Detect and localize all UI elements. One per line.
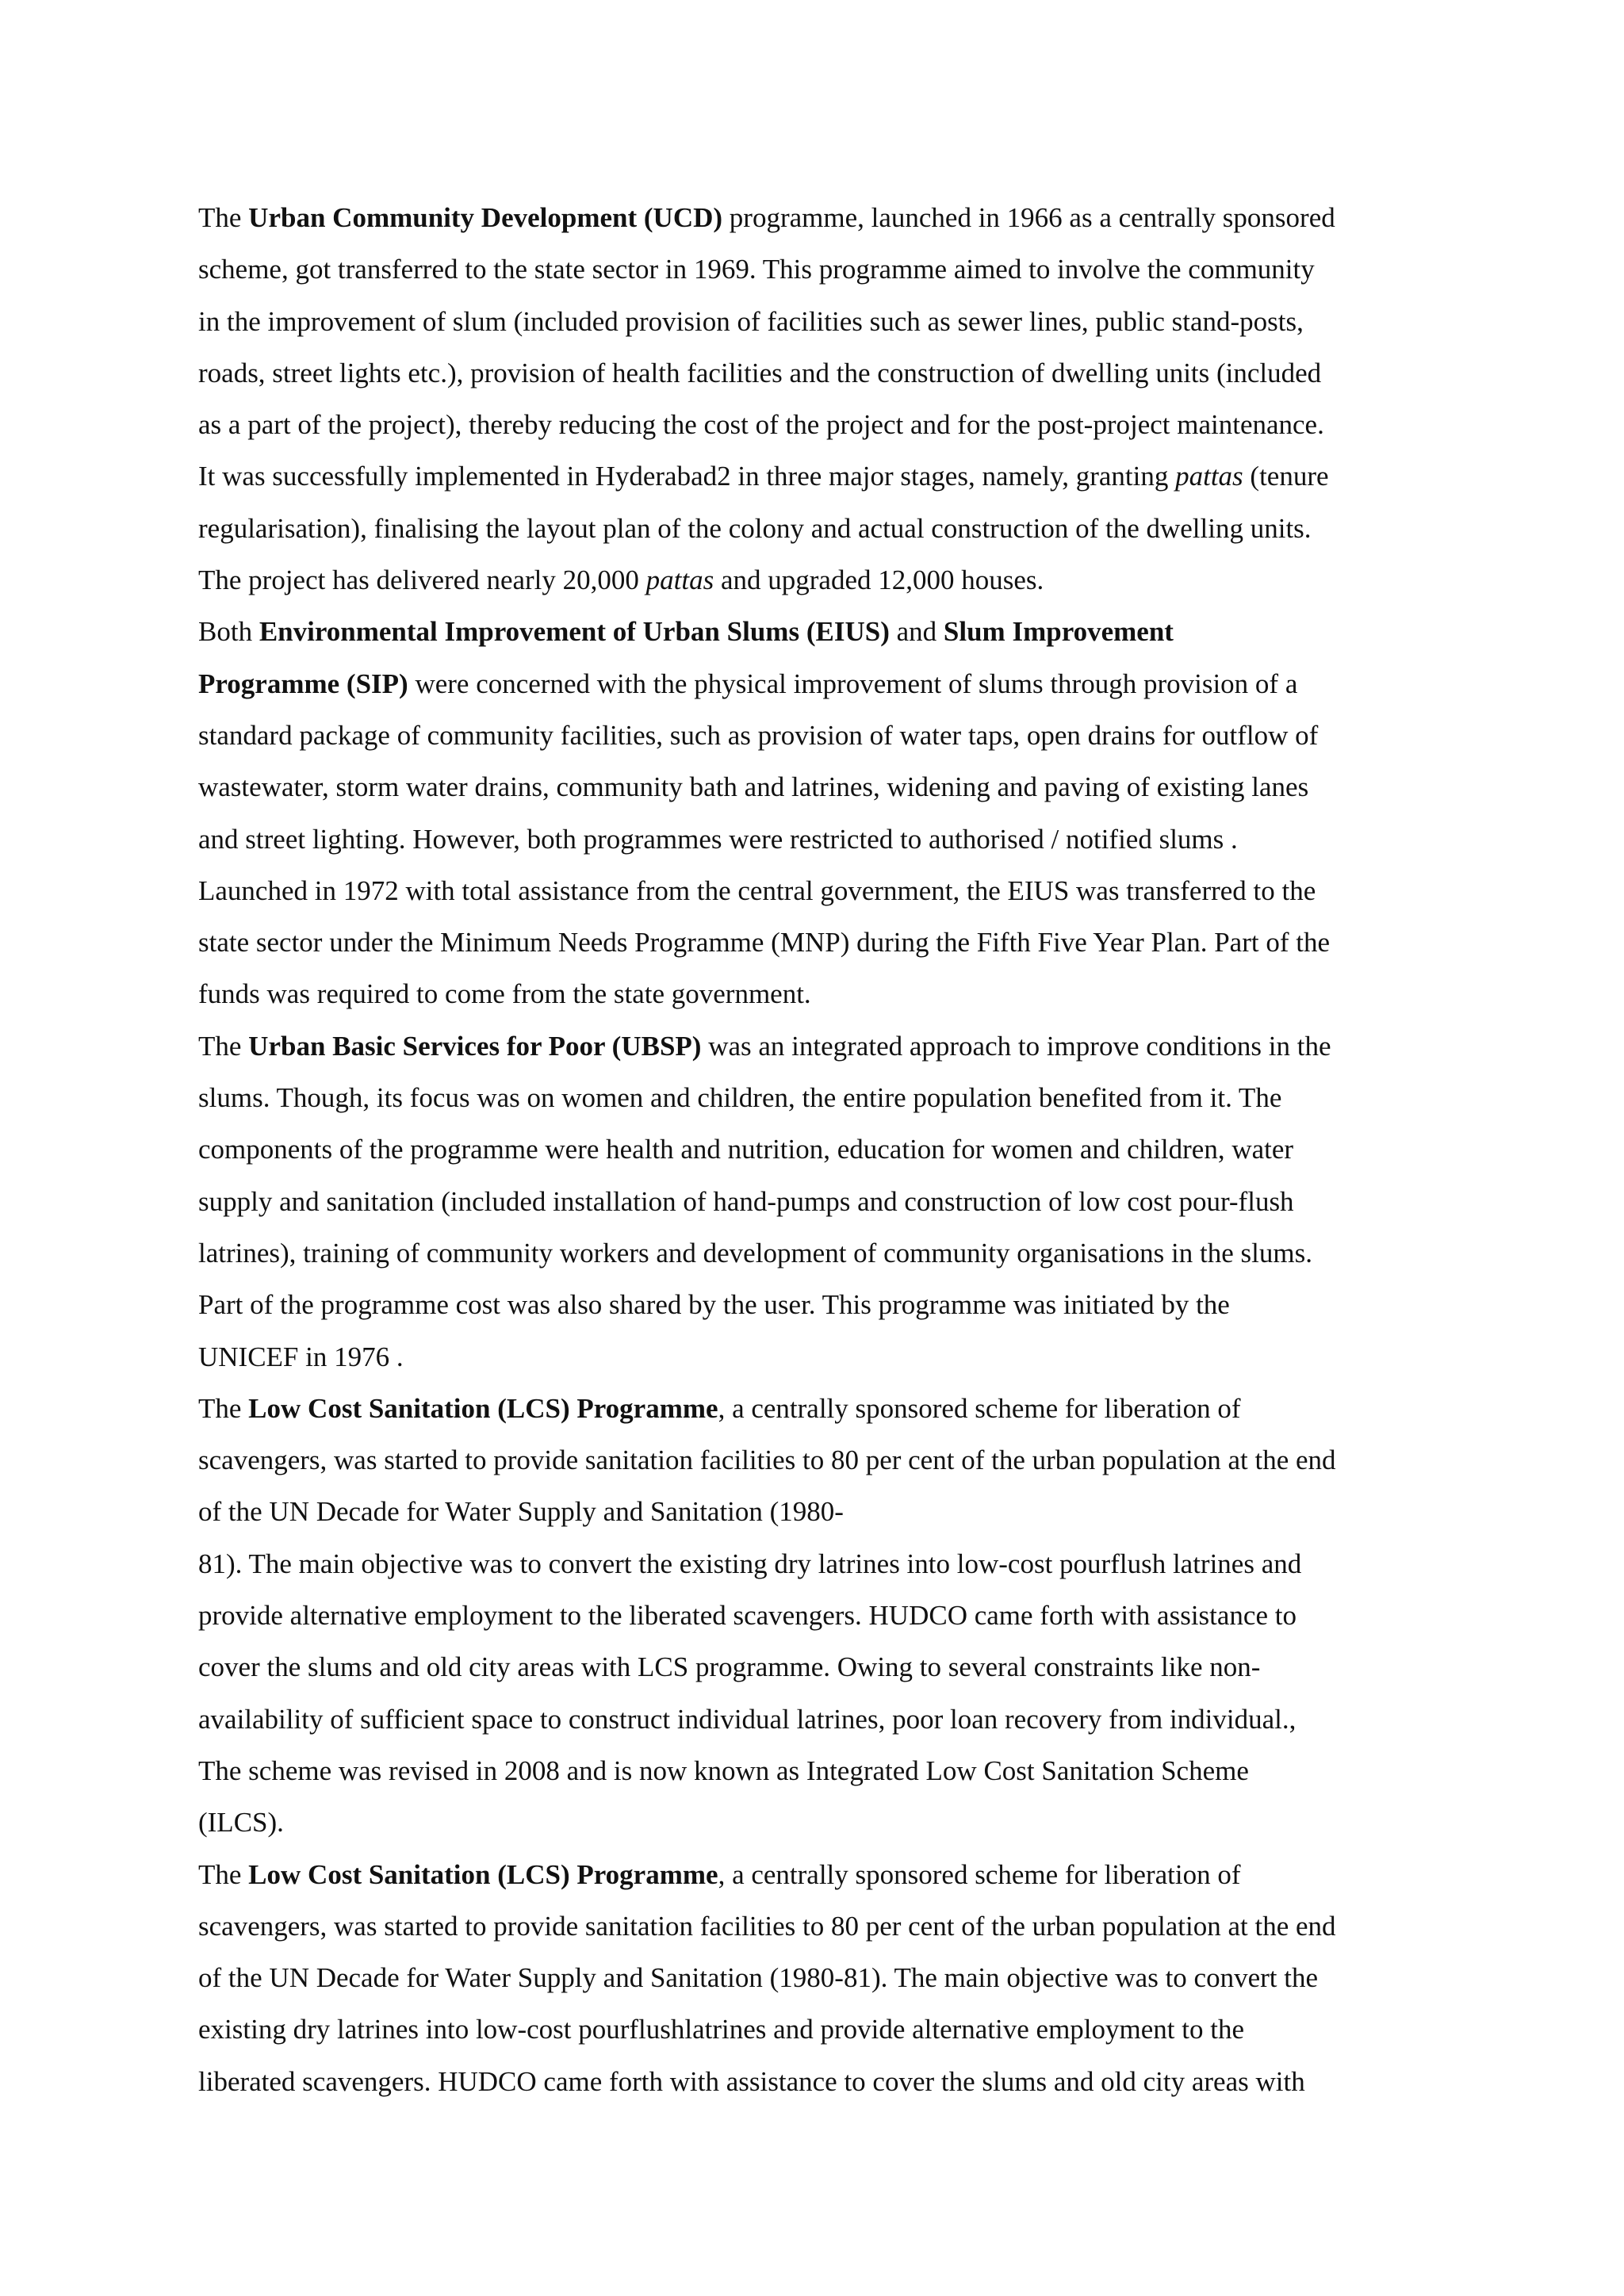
- text-run: Part of the programme cost was also shared by the user. This programme was initiated by the: [198, 1289, 1230, 1321]
- text-line: [198, 243, 1451, 295]
- text-run: supply and sanitation (included installation of hand-pumps and construction of low cost pour-flush: [198, 1185, 1294, 1217]
- text-run: funds was required to come from the state government.: [198, 978, 811, 1010]
- text-run: The: [198, 1030, 249, 1062]
- text-run: and upgraded 12,000 houses.: [714, 564, 1044, 596]
- text-run: and street lighting. However, both programmes were restricted to authorised / notified slums .: [198, 823, 1238, 855]
- text-line: [198, 503, 1451, 554]
- bold-text-run: Urban Community Development (UCD): [248, 202, 723, 233]
- bold-text-run: Urban Basic Services for Poor (UBSP): [248, 1030, 702, 1062]
- text-run: provide alternative employment to the liberated scavengers. HUDCO came forth with assistance to: [198, 1600, 1297, 1632]
- text-line: [198, 296, 1451, 347]
- text-line: [198, 450, 1451, 502]
- text-run: regularisation), finalising the layout plan of the colony and actual construction of the dwelling units.: [198, 512, 1312, 544]
- text-run: The project has delivered nearly 20,000: [198, 564, 646, 596]
- text-run: in the improvement of slum (included provision of facilities such as sewer lines, public stand-posts,: [198, 305, 1304, 337]
- text-run: It was successfully implemented in Hyderabad2 in three major stages, namely, granting: [198, 461, 1176, 492]
- text-run: roads, street lights etc.), provision of health facilities and the construction of dwelling units (included: [198, 357, 1322, 388]
- text-run: programme, launched in 1966 as a centrally sponsored: [722, 202, 1335, 233]
- italic-text-run: pattas: [1175, 461, 1243, 492]
- text-run: existing dry latrines into low-cost pourflushlatrines and provide alternative employment to the: [198, 2014, 1244, 2045]
- text-line: [198, 710, 1451, 761]
- text-run: , a centrally sponsored scheme for liberation of: [718, 1858, 1241, 1890]
- text-run: , a centrally sponsored scheme for liberation of: [718, 1392, 1241, 1424]
- text-line: [198, 1849, 1451, 1900]
- text-run: components of the programme were health and nutrition, education for women and children, water: [198, 1134, 1294, 1165]
- text-line: [198, 192, 1451, 243]
- text-run: and: [889, 616, 944, 648]
- text-run: scavengers, was started to provide sanitation facilities to 80 per cent of the urban population at the end: [198, 1445, 1336, 1476]
- bold-text-run: Slum Improvement: [943, 616, 1174, 648]
- text-line: [198, 1020, 1451, 1072]
- text-line: [198, 2056, 1451, 2107]
- document-body: [198, 192, 1451, 2107]
- text-run: The: [198, 202, 249, 233]
- text-run: (ILCS).: [198, 1807, 284, 1839]
- text-run: liberated scavengers. HUDCO came forth with assistance to cover the slums and old city areas with: [198, 2065, 1305, 2097]
- text-run: Both: [198, 616, 259, 648]
- text-run: scheme, got transferred to the state sector in 1969. This programme aimed to involve the community: [198, 254, 1315, 285]
- text-run: The: [198, 1392, 249, 1424]
- text-line: [198, 1486, 1451, 1537]
- text-line: [198, 1072, 1451, 1123]
- text-line: [198, 761, 1451, 813]
- text-line: [198, 865, 1451, 916]
- text-run: latrines), training of community workers and development of community organisations in the slums.: [198, 1237, 1312, 1269]
- text-line: [198, 968, 1451, 1020]
- text-line: [198, 1952, 1451, 2003]
- text-run: as a part of the project), thereby reducing the cost of the project and for the post-project maintenance.: [198, 409, 1324, 441]
- text-run: (tenure: [1243, 461, 1329, 492]
- text-run: The scheme was revised in 2008 and is now known as Integrated Low Cost Sanitation Scheme: [198, 1755, 1249, 1786]
- text-run: of the UN Decade for Water Supply and Sanitation (1980-: [198, 1496, 844, 1528]
- text-line: [198, 554, 1451, 606]
- text-line: [198, 347, 1451, 399]
- bold-text-run: Programme (SIP): [198, 668, 408, 699]
- text-line: [198, 813, 1451, 865]
- text-run: availability of sufficient space to construct individual latrines, poor loan recovery from individual.,: [198, 1703, 1297, 1735]
- text-line: [198, 1538, 1451, 1590]
- text-line: [198, 1123, 1451, 1175]
- italic-text-run: pattas: [645, 564, 714, 596]
- text-line: [198, 1641, 1451, 1693]
- text-run: standard package of community facilities, such as provision of water taps, open drains for outflow of: [198, 719, 1319, 751]
- text-line: [198, 1797, 1451, 1848]
- text-run: UNICEF in 1976 .: [198, 1341, 404, 1372]
- text-line: [198, 1745, 1451, 1797]
- text-line: [198, 916, 1451, 968]
- bold-text-run: Environmental Improvement of Urban Slums (EIUS): [259, 616, 890, 648]
- text-run: of the UN Decade for Water Supply and Sanitation (1980-81). The main objective was to convert the: [198, 1962, 1319, 1994]
- text-run: was an integrated approach to improve conditions in the: [701, 1030, 1331, 1062]
- text-line: [198, 658, 1451, 710]
- text-line: [198, 1590, 1451, 1641]
- text-line: [198, 606, 1451, 657]
- bold-text-run: Low Cost Sanitation (LCS) Programme: [248, 1858, 718, 1890]
- text-run: were concerned with the physical improvement of slums through provision of a: [408, 668, 1298, 699]
- text-line: [198, 1331, 1451, 1383]
- text-run: The: [198, 1858, 249, 1890]
- text-line: [198, 1279, 1451, 1330]
- text-run: 81). The main objective was to convert the existing dry latrines into low-cost pourflush latrines and: [198, 1548, 1302, 1579]
- text-run: slums. Though, its focus was on women and children, the entire population benefited from it. The: [198, 1082, 1282, 1114]
- text-line: [198, 399, 1451, 450]
- text-line: [198, 1176, 1451, 1227]
- text-run: Launched in 1972 with total assistance from the central government, the EIUS was transferred to the: [198, 874, 1316, 906]
- text-line: [198, 1434, 1451, 1486]
- text-run: wastewater, storm water drains, community bath and latrines, widening and paving of existing lanes: [198, 771, 1309, 803]
- text-run: state sector under the Minimum Needs Programme (MNP) during the Fifth Five Year Plan. Part of the: [198, 927, 1331, 959]
- text-line: [198, 2003, 1451, 2055]
- text-run: scavengers, was started to provide sanitation facilities to 80 per cent of the urban population at the end: [198, 1910, 1336, 1942]
- bold-text-run: Low Cost Sanitation (LCS) Programme: [248, 1392, 718, 1424]
- text-line: [198, 1227, 1451, 1279]
- text-line: [198, 1383, 1451, 1434]
- text-line: [198, 1693, 1451, 1745]
- text-run: cover the slums and old city areas with LCS programme. Owing to several constraints like non-: [198, 1651, 1261, 1683]
- text-line: [198, 1900, 1451, 1952]
